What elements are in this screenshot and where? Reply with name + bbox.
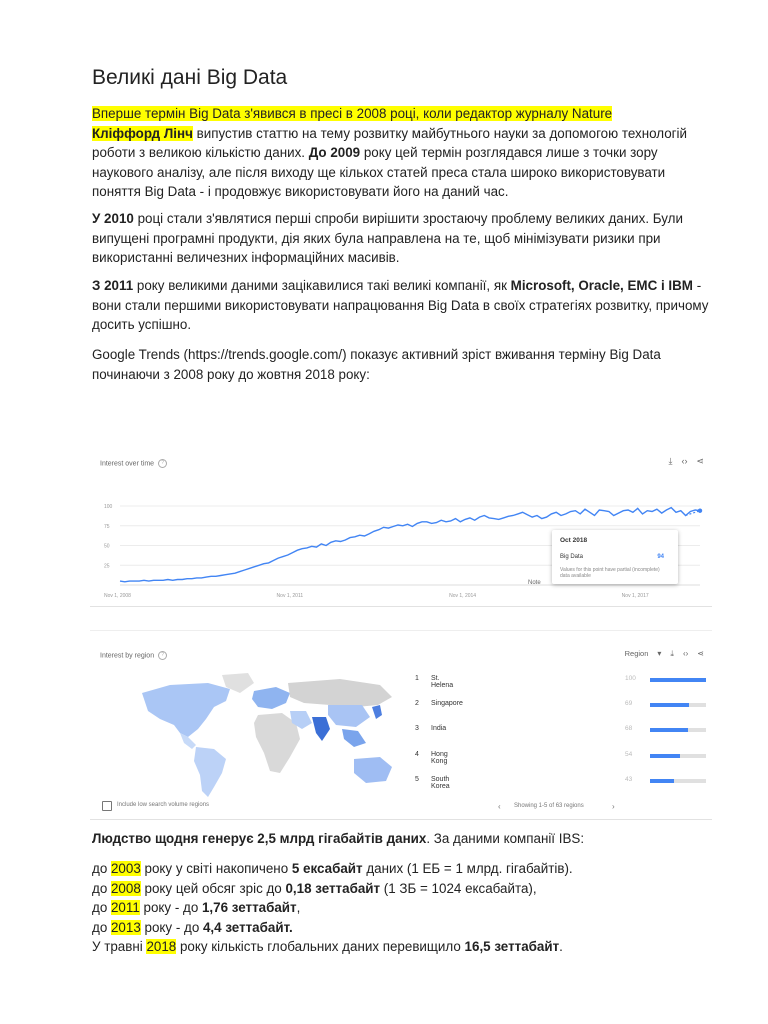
region-bar: [650, 779, 674, 783]
paragraph-text: року цей термін розглядався лише з точки зору наукового аналізу, але після виходу ще кількох статей преса стала широко використовувати поняття Big Data - і продовжує використовувати його на даний час.: [92, 145, 666, 199]
japan-korea: [372, 705, 382, 719]
paragraph-text: - вони стали першими використовувати напрацювання Big Data в своїх стратегіях розвитку, причому досить успішно.: [92, 278, 709, 332]
pagination-label: Showing 1-5 of 63 regions: [514, 803, 584, 809]
paragraph-google-trends: Google Trends (https://trends.google.com/) показує активний зріст вживання терміну Big Data починаючи з 2008 року до жовтня 2018 року:: [92, 347, 661, 382]
region-bar: [650, 728, 688, 732]
bold-text: До 2009: [308, 145, 361, 160]
download-icon[interactable]: ⤓: [668, 456, 673, 466]
region-bar-track: [650, 779, 706, 783]
region-name: South Korea: [431, 776, 450, 790]
tooltip: [552, 530, 678, 584]
paragraph-text: році стали з'являтися перші спроби вирішити зростаючу проблему великих даних. Були випущені програмні продукти, дія яких була направлена на те, щоб мінімізувати ризики при використанні величезних інформаційних масивів.: [92, 211, 683, 265]
interest-over-time-card: [90, 448, 712, 607]
bold-value: 16,5 зеттабайт: [464, 939, 560, 954]
region-value: 69: [625, 700, 633, 707]
card-title: Interest over time ?: [100, 459, 167, 468]
region-bar: [650, 754, 680, 758]
region-bar-track: [650, 703, 706, 707]
bold-text: Людство щодня генерує 2,5 млрд гігабайтів даних: [92, 831, 427, 846]
help-icon[interactable]: ?: [158, 459, 167, 468]
facts-list: [92, 859, 712, 957]
region-rank: 5: [415, 776, 419, 783]
fact-line: до 2003 року у світі накопичено 5 ексабайт даних (1 ЕБ = 1 млрд. гігабайтів).: [92, 861, 573, 876]
paragraph-intro: [92, 104, 712, 202]
region-bar: [650, 703, 689, 707]
europe: [252, 687, 290, 709]
paragraph-2010: [92, 209, 712, 268]
embed-icon[interactable]: ‹›: [681, 456, 688, 466]
paragraph-text: випустив статтю на тему розвитку майбутнього науки за допомогою технологій роботи з великою кількістю даних.: [92, 125, 688, 160]
card-title: Interest by region ?: [100, 651, 167, 660]
bold-companies: Microsoft, Oracle, EMC і IBM: [510, 278, 693, 293]
bold-value: 0,18 зеттабайт: [285, 880, 381, 896]
highlight-text: Вперше термін Big Data з'явився в пресі в 2008 році, коли редактор журналу Nature: [92, 106, 613, 121]
region-value: 54: [625, 751, 633, 758]
region-toolbar: [625, 649, 704, 659]
world-map-shapes: [142, 673, 392, 797]
region-name: India: [431, 725, 447, 732]
north-america: [142, 683, 230, 737]
share-icon[interactable]: ⋖: [697, 649, 704, 658]
fact-line: У травні 2018 року кількість глобальних даних перевищило 16,5 зеттабайт.: [92, 939, 563, 954]
region-bar-track: [650, 728, 706, 732]
bold-text: З 2011: [92, 278, 134, 293]
bold-value: 1,76 зеттабайт: [201, 900, 297, 915]
region-bar: [650, 678, 706, 682]
prev-page-button[interactable]: ‹: [498, 802, 501, 811]
x-tick-label: Nov 1, 2011: [276, 593, 304, 599]
region-rank: 3: [415, 725, 419, 732]
interest-by-region-card: [90, 630, 712, 820]
region-rank: 2: [415, 700, 419, 707]
year-highlight: 2018: [146, 939, 177, 954]
region-name: Singapore: [431, 700, 463, 707]
world-map[interactable]: [130, 671, 400, 801]
page-title: Великі дані Big Data: [92, 66, 288, 89]
y-tick-label: 100: [104, 504, 113, 510]
fact-line: до 2011 року - до 1,76 зеттабайт,: [92, 900, 301, 915]
embed-icon[interactable]: ‹›: [682, 649, 689, 658]
tooltip-term: Big Data: [560, 554, 584, 560]
china: [328, 705, 370, 727]
share-icon[interactable]: ⋖: [696, 456, 704, 466]
region-value: 43: [625, 776, 633, 783]
tooltip-row: [560, 554, 664, 560]
low-volume-checkbox[interactable]: [102, 801, 112, 811]
y-tick-label: 25: [104, 563, 110, 570]
region-rank: 4: [415, 751, 419, 758]
paragraph-text: . За даними компанії IBS:: [426, 831, 585, 846]
region-list: [415, 675, 715, 795]
year-highlight: 2003: [110, 861, 141, 876]
tooltip-date: Oct 2018: [560, 537, 588, 544]
india: [312, 717, 330, 741]
bold-value: 5 ексабайт: [291, 861, 363, 876]
bold-text: У 2010: [92, 211, 134, 226]
region-bar-track: [650, 678, 706, 682]
south-america: [194, 747, 226, 797]
bold-value: 4,4 зеттабайт.: [202, 919, 293, 935]
fact-line: до 2013 року - до 4,4 зеттабайт.: [92, 919, 293, 935]
russia-asia: [288, 679, 392, 707]
region-value: 100: [625, 675, 636, 682]
chevron-down-icon[interactable]: ▾: [657, 649, 662, 658]
year-highlight: 2008: [110, 880, 141, 896]
paragraph-2011: [92, 276, 712, 335]
fact-line: до 2008 року цей обсяг зріс до 0,18 зеттабайт (1 ЗБ = 1024 ексабайта),: [92, 880, 537, 896]
low-volume-label: Include low search volume regions: [117, 802, 210, 808]
australia: [354, 757, 392, 783]
y-tick-label: 75: [104, 523, 110, 530]
region-rank: 1: [415, 675, 419, 682]
x-tick-label: Nov 1, 2014: [449, 593, 477, 599]
tooltip-value: 94: [657, 554, 664, 560]
highlight-name: Кліффорд Лінч: [92, 125, 193, 141]
region-value: 68: [625, 725, 633, 732]
tooltip-note: Values for this point have partial (incomplete) data available: [560, 567, 660, 579]
note-label[interactable]: Note: [528, 580, 541, 586]
year-highlight: 2011: [110, 900, 140, 915]
next-page-button[interactable]: ›: [612, 802, 615, 811]
x-tick-label: Nov 1, 2008: [104, 593, 131, 599]
region-name: Hong Kong: [431, 751, 448, 765]
paragraph-text: року великими даними зацікавилися такі великі компанії, як: [133, 278, 511, 293]
paragraph-daily: [92, 829, 712, 849]
region-select[interactable]: Region: [624, 649, 649, 658]
year-highlight: 2013: [110, 919, 141, 935]
region-name: St. Helena: [431, 675, 454, 689]
southeast-asia: [342, 729, 366, 747]
download-icon[interactable]: ⤓: [670, 649, 674, 658]
region-bar-track: [650, 754, 706, 758]
x-tick-label: Nov 1, 2017: [621, 593, 649, 599]
help-icon[interactable]: ?: [158, 651, 167, 660]
y-tick-label: 50: [104, 543, 110, 550]
